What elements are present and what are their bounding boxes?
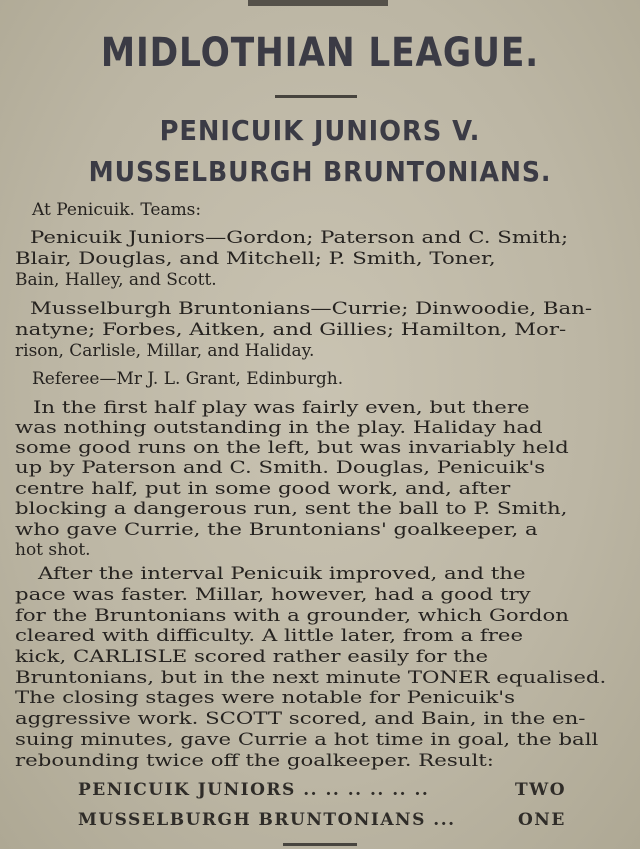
headline-rule [275, 95, 357, 98]
result-away-score: ONE [518, 810, 566, 830]
league-headline: MIDLOTHIAN LEAGUE. [100, 30, 540, 76]
bottom-rule [283, 843, 357, 846]
result-home-team: PENICUIK JUNIORS .. .. .. .. .. .. [78, 780, 430, 800]
top-rule [248, 0, 388, 6]
match-headline-line-2: MUSSELBURGH BRUNTONIANS. [88, 155, 552, 188]
newspaper-clipping: MIDLOTHIAN LEAGUE. PENICUIK JUNIORS V. MUSSELBURGH BRUNTONIANS. At Penicuik. Teams: Penicuik Juniors—Gordon; Paterson and C. Smith; Blair, Douglas, and Mitchell; P. Smith, Toner, Bain, Halley, and Scott. Musselburgh Bruntonians—Currie; Dinwoodie, Ban- natyne; Forbes, Aitken, and Gillies; Hamilton, Mor- rison, Carlisle, Millar, and Haliday. Referee—Mr J. L. Grant, Edinburgh. In the first half play was fairly even, but there was nothing outstanding in the play. Haliday had some good runs on the left, but was invariably held up by Paterson and C. Smith. Douglas, Penicuik's centre half, put in some good work, and, after blocking a dangerous run, sent the ball to P. Smith, who gave Currie, the Bruntonians' goalkeeper, a hot shot. After the interval Penicuik improved, and the pace was faster. Millar, however, had a good try for the Bruntonians with a grounder, which Gordon cleared with difficulty. A little later, from a free kick, CARLISLE scored rather easily for the Bruntonians, but in the next minute TONER equalised. The closing stages were notable for Penicuik's aggressive work. SCOTT scored, and Bain, in the en- suing minutes, gave Currie a hot time in goal, the ball rebounding twice off the goalkeeper. Result: PENICUIK JUNIORS .. .. .. .. .. .. TWO MUSSELBURGH BRUNTONIANS ... ONE [0, 0, 640, 849]
result-home-score: TWO [515, 780, 567, 800]
match-headline-line-1: PENICUIK JUNIORS V. [159, 114, 481, 147]
result-away-team: MUSSELBURGH BRUNTONIANS ... [78, 810, 456, 830]
